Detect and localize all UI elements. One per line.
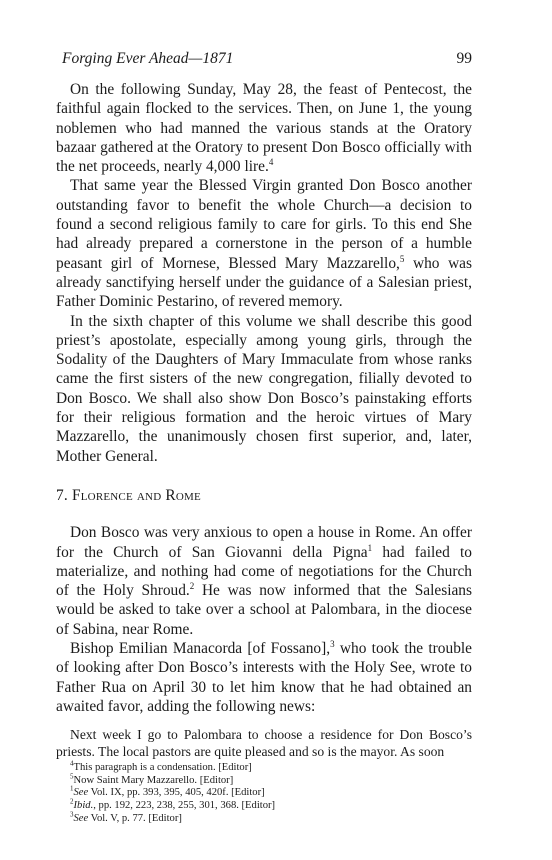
paragraph	[56, 312, 472, 466]
footnote-italic: See	[73, 787, 89, 799]
page-body	[56, 80, 472, 825]
footnote-mark: 4	[70, 759, 74, 768]
paragraph-text: who took the trouble of looking after Don Bosco’s interests with the Holy See, wrote to Father Rua on April 30 to let him know that he had obtained an awaited favor, adding the following news:	[56, 640, 472, 715]
block-quote: Next week I go to Palombara to choose a residence for Don Bosco’s priests. The local pastors are quite pleased and so is the mayor. As soon	[56, 727, 472, 760]
footnote-italic: See	[73, 812, 89, 824]
footnote	[56, 772, 472, 788]
footnote-text: This paragraph is a condensation. [Editor]	[73, 762, 252, 774]
footnote-ref: 2	[189, 581, 195, 591]
footnote-text: Now Saint Mary Mazzarello. [Editor]	[73, 774, 234, 786]
running-header	[62, 50, 472, 72]
footnote	[56, 797, 472, 813]
paragraph-text: That same year the Blessed Virgin granted Don Bosco another outstanding favor to benefit the whole Church—a decision to found a second religious family to care for girls. To this end She had already prepared a cornerstone in the person of a humble peasant girl of Mornese, Blessed Mary Mazzarello,	[56, 177, 472, 272]
footnote	[56, 759, 472, 775]
paragraph	[56, 639, 472, 716]
footnote-mark: 1	[70, 784, 74, 793]
paragraph	[56, 176, 472, 311]
paragraph-text: On the following Sunday, May 28, the feast of Pentecost, the faithful again flocked to the services. Then, on June 1, the young noblemen who had manned the various stands at the Oratory bazaar gathered at the Oratory to present Don Bosco officially with the net proceeds, nearly 4,000 lire.	[56, 81, 472, 176]
footnote-ref: 4	[268, 157, 274, 168]
footnote-text: Vol. IX, pp. 393, 395, 405, 420f. [Editor]	[88, 787, 265, 799]
running-title: Forging Ever Ahead—1871	[62, 50, 234, 67]
paragraph-text: Don Bosco was very anxious to open a house in Rome. An offer for the Church of San Giovanni della Pigna	[56, 524, 472, 561]
footnote-italic: Ibid.	[73, 799, 94, 811]
paragraph-text: Bishop Emilian Manacorda [of Fossano],	[70, 640, 331, 658]
footnote-ref: 5	[399, 253, 405, 264]
footnote	[56, 810, 472, 826]
footnote-mark: 2	[70, 797, 74, 806]
paragraph	[56, 80, 472, 176]
paragraph-text: had failed to materialize, and nothing had come of negotiations for the Church of the Holy Shroud.	[56, 543, 472, 600]
footnote-text: , pp. 192, 223, 238, 255, 301, 368. [Editor]	[93, 799, 276, 811]
section-heading: 7. Florence and Rome	[56, 486, 201, 504]
footnote	[56, 784, 472, 800]
paragraph-text: In the sixth chapter of this volume we shall describe this good priest’s apostolate, especially among young girls, through the Sodality of the Daughters of Mary Immaculate from whose ranks came the first sisters of the new congregation, filially devoted to Don Bosco. We shall also show Don Bosco’s painstaking efforts for their religious formation and the heroic virtues of Mary Mazzarello, the unanimously chosen first superior, and, later, Mother General.	[56, 312, 472, 465]
footnotes	[56, 759, 472, 825]
footnote-mark: 5	[70, 772, 74, 781]
paragraph-text: who was already sanctifying herself under the guidance of a Salesian priest, Father Dominic Pestarino, of revered memory.	[56, 254, 472, 311]
footnote-ref: 1	[367, 542, 373, 553]
footnote-text: Vol. V, p. 77. [Editor]	[88, 812, 182, 824]
paragraph	[56, 523, 472, 639]
footnote-ref: 3	[330, 638, 335, 649]
page-number: 99	[456, 50, 472, 67]
footnote-mark: 3	[70, 810, 74, 819]
paragraph-text: He was now informed that the Salesians would be asked to take over a school at Palombara, in the diocese of Sabina, near Rome.	[56, 582, 472, 638]
